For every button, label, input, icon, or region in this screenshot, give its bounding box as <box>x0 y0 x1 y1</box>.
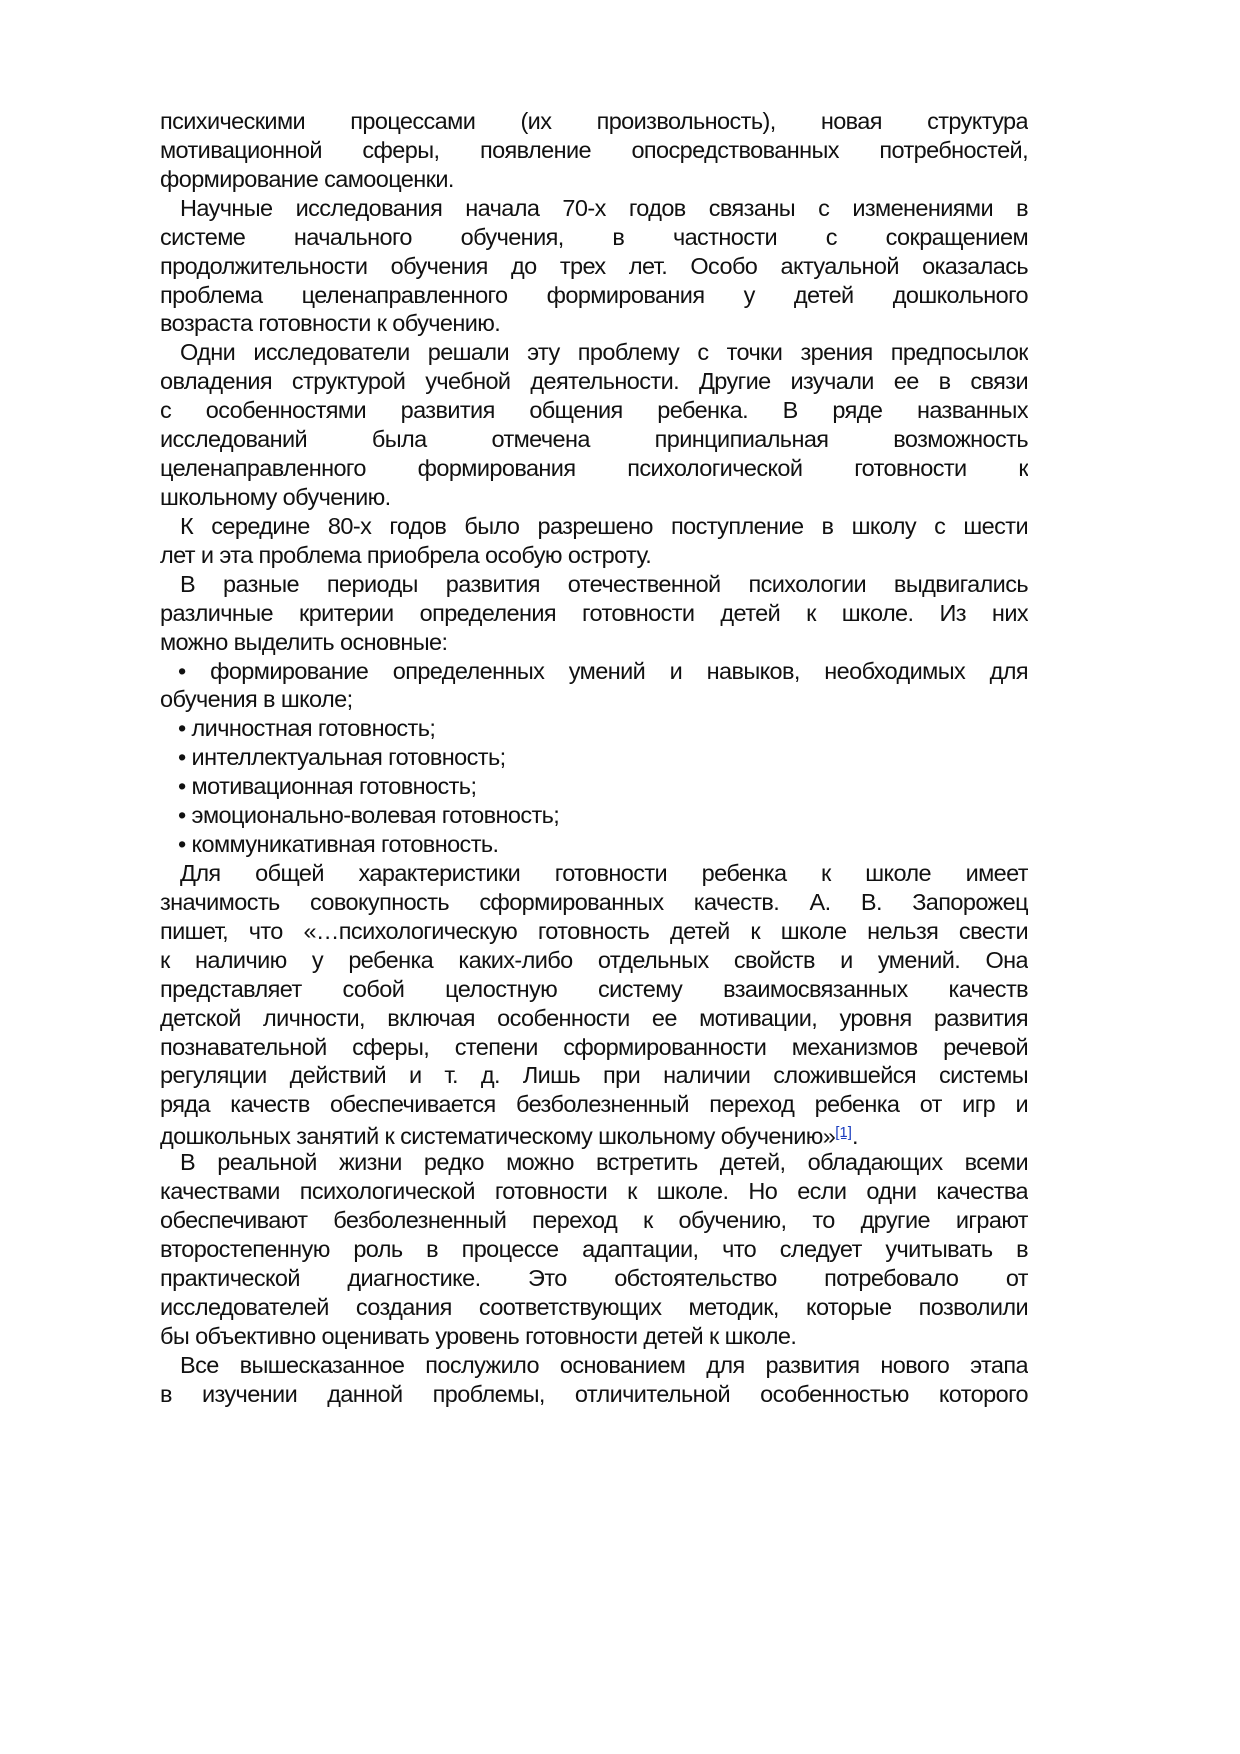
text-line: различные критерии определения готовности детей к школе. Из них <box>160 599 1028 626</box>
text-line: продолжительности обучения до трех лет. Особо актуальной оказалась <box>160 252 1028 279</box>
text-line: значимость совокупность сформированных качеств. А. В. Запорожец <box>160 888 1028 915</box>
text-line: к наличию у ребенка каких-либо отдельных свойств и умений. Она <box>160 946 1028 973</box>
text: дошкольных занятий к систематическому школьному обучению» <box>160 1123 836 1150</box>
text-line: школьному обучению. <box>160 483 391 510</box>
text-line: ряда качеств обеспечивается безболезненный переход ребенка от игр и <box>160 1091 1028 1118</box>
document-page <box>160 107 1028 1408</box>
list-item <box>160 830 1028 859</box>
text-line: возраста готовности к обучению. <box>160 310 501 337</box>
text-line: исследователей создания соответствующих методик, которые позволили <box>160 1293 1028 1320</box>
text-line: в изучении данной проблемы, отличительной особенностью которого <box>160 1380 1028 1407</box>
text-line: Одни исследователи решали эту проблему с точки зрения предпосылок <box>180 339 1028 366</box>
paragraph <box>160 1351 1028 1409</box>
text-line: • мотивационная готовность; <box>178 773 477 800</box>
text-line: обеспечивают безболезненный переход к обучению, то другие играют <box>160 1207 1028 1234</box>
text-line: • коммуникативная готовность. <box>178 831 499 858</box>
paragraph <box>160 194 1028 339</box>
text-line: представляет собой целостную систему взаимосвязанных качеств <box>160 975 1028 1002</box>
paragraph <box>160 338 1028 512</box>
paragraph <box>160 512 1028 570</box>
text-line: Научные исследования начала 70-х годов связаны с изменениями в <box>180 194 1028 221</box>
paragraph <box>160 1148 1028 1350</box>
text: . <box>851 1123 858 1150</box>
text-line: мотивационной сферы, появление опосредствованных потребностей, <box>160 136 1028 163</box>
text-line: лет и эта проблема приобрела особую остроту. <box>160 541 652 568</box>
text-line: познавательной сферы, степени сформированности механизмов речевой <box>160 1033 1028 1060</box>
text-line: Все вышесказанное послужило основанием для развития нового этапа <box>180 1351 1028 1378</box>
text-line: второстепенную роль в процессе адаптации, что следует учитывать в <box>160 1235 1028 1262</box>
text-line: овладения структурой учебной деятельности. Другие изучали ее в связи <box>160 368 1028 395</box>
paragraph <box>160 107 1028 194</box>
paragraph <box>160 859 1028 1148</box>
text-line: качествами психологической готовности к школе. Но если одни качества <box>160 1178 1028 1205</box>
text-line: целенаправленного формирования психологической готовности к <box>160 455 1028 482</box>
text-line: • личностная готовность; <box>178 715 436 742</box>
text-line: системе начального обучения, в частности с сокращением <box>160 223 1028 250</box>
list-item <box>160 657 1028 715</box>
text-line: К середине 80-х годов было разрешено поступление в школу с шести <box>180 512 1028 539</box>
text-line: проблема целенаправленного формирования у детей дошкольного <box>160 281 1028 308</box>
text-line: • интеллектуальная готовность; <box>178 744 506 771</box>
list-item <box>160 743 1028 772</box>
text-line: Для общей характеристики готовности ребенка к школе имеет <box>180 859 1028 886</box>
text-line: можно выделить основные: <box>160 628 448 655</box>
footnote-link[interactable]: [1] <box>835 1124 852 1142</box>
list-item <box>160 714 1028 743</box>
list-item <box>160 801 1028 830</box>
text-line: регуляции действий и т. д. Лишь при наличии сложившейся системы <box>160 1062 1028 1089</box>
text-line: обучения в школе; <box>160 686 353 713</box>
text-line: формирование самооценки. <box>160 165 454 192</box>
text-line: психическими процессами (их произвольность), новая структура <box>160 108 1028 134</box>
text-line: • эмоционально-волевая готовность; <box>178 802 560 829</box>
text-line: В разные периоды развития отечественной психологии выдвигались <box>180 570 1028 597</box>
text-line: В реальной жизни редко можно встретить детей, обладающих всеми <box>180 1149 1028 1176</box>
text-line: детской личности, включая особенности ее мотивации, уровня развития <box>160 1004 1028 1031</box>
text-line: практической диагностике. Это обстоятельство потребовало от <box>160 1264 1028 1291</box>
text-line: бы объективно оценивать уровень готовности детей к школе. <box>160 1322 797 1349</box>
text-line: пишет, что «…психологическую готовность детей к школе нельзя свести <box>160 917 1028 944</box>
paragraph <box>160 570 1028 657</box>
text-line: с особенностями развития общения ребенка. В ряде названных <box>160 397 1028 424</box>
text-line: исследований была отмечена принципиальная возможность <box>160 426 1028 453</box>
text-line <box>160 1119 1028 1148</box>
text-line: • формирование определенных умений и навыков, необходимых для <box>178 657 1028 684</box>
list-item <box>160 772 1028 801</box>
